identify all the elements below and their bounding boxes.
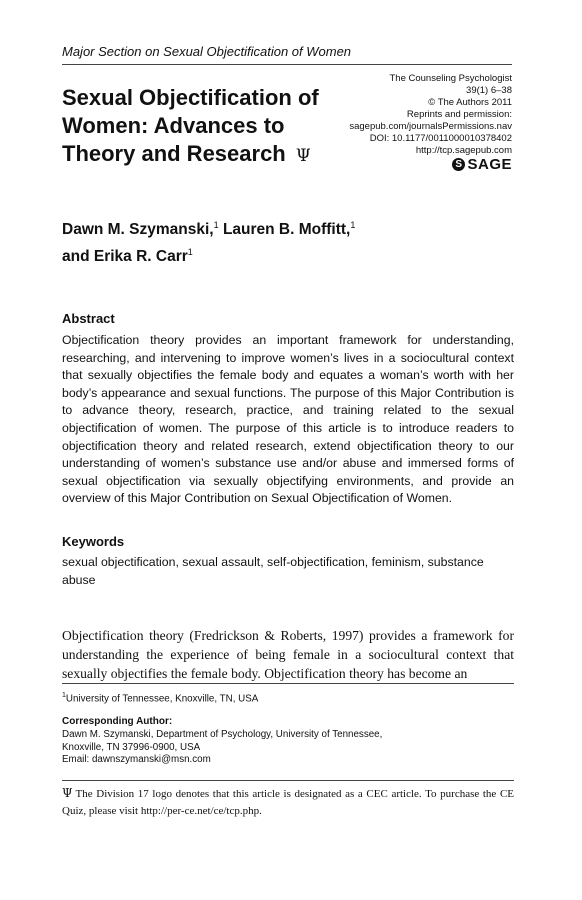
corresponding-author-heading: Corresponding Author: [62, 716, 173, 727]
section-label: Major Section on Sexual Objectification of Women [62, 44, 352, 59]
affiliation-marker: 1 [62, 692, 66, 699]
cec-note [62, 785, 514, 820]
sage-logo-text: SAGE [467, 155, 512, 173]
author-name: Dawn M. Szymanski, [62, 221, 214, 239]
author-name: and Erika R. Carr [62, 248, 188, 266]
affiliation-marker: 1 [213, 220, 219, 230]
corresponding-author-details [62, 729, 514, 767]
affiliation-footnote [62, 690, 514, 706]
abstract-heading: Abstract [62, 311, 115, 326]
footnote-divider [62, 683, 514, 684]
psi-icon: Ψ [62, 786, 73, 800]
corresponding-city: Knoxville, TN 37996-0900, USA [62, 741, 201, 753]
author-list [62, 214, 482, 268]
journal-doi[interactable]: DOI: 10.1177/0011000010378402 [369, 133, 512, 144]
journal-volume: 39(1) 6–38 [466, 85, 512, 96]
journal-name: The Counseling Psychologist [389, 73, 512, 84]
journal-url[interactable]: http://tcp.sagepub.com [415, 145, 512, 156]
article-title [62, 84, 362, 170]
cec-note-text: The Division 17 logo denotes that this article is designated as a CEC article. To purchase the CE Quiz, please visit http://per-ce.net/ce/tcp.php. [62, 788, 514, 817]
journal-copyright: © The Authors 2011 [428, 97, 512, 108]
affiliation-marker: 1 [187, 247, 193, 258]
abstract-text: Objectification theory provides an important framework for understanding, researching, and intervening to improve women’s lives in a sociocultural context that sexually objectifies the female body and equates a woman’s worth with her body’s appearance and sexual functions. The purpose of this Major Contribution is to advance theory, research, practice, and training related to the sexual objectification of women. The purpose of this article is to introduce readers to objectification theory and related research, extend objectification theory to our understanding of women’s substance use and/or abuse and immersed forms of sexual objectification via sexually objectifying environments, and provide an overview of this Major Contribution on Sexual Objectification of Women. [62, 333, 514, 506]
corresponding-address: Dawn M. Szymanski, Department of Psychology, University of Tennessee, [62, 729, 383, 740]
article-title-text: Sexual Objectification of Women: Advances to Theory and Research [62, 85, 319, 166]
keywords-text: sexual objectification, sexual assault, self-objectification, feminism, substance abuse [62, 555, 484, 587]
keywords-heading: Keywords [62, 534, 125, 549]
corresponding-email[interactable]: Email: dawnszymanski@msn.com [62, 754, 211, 766]
body-paragraph: Objectification theory (Fredrickson & Roberts, 1997) provides a framework for understanding the experience of being female in a sociocultural context that sexually objectifies the female body. Objectification theory has become an [62, 628, 514, 682]
journal-permissions-link[interactable]: sagepub.com/journalsPermissions.nav [349, 121, 512, 132]
cec-divider [62, 780, 514, 781]
affiliation-marker: 1 [350, 220, 356, 230]
psi-icon: Ψ [295, 146, 311, 166]
header-divider [62, 64, 512, 65]
sage-mark-icon: S [452, 158, 465, 171]
journal-reprints: Reprints and permission: [406, 109, 512, 120]
sage-logo [452, 155, 512, 173]
author-name: Lauren B. Moffitt, [222, 221, 351, 239]
affiliation-text: University of Tennessee, Knoxville, TN, USA [65, 693, 259, 705]
